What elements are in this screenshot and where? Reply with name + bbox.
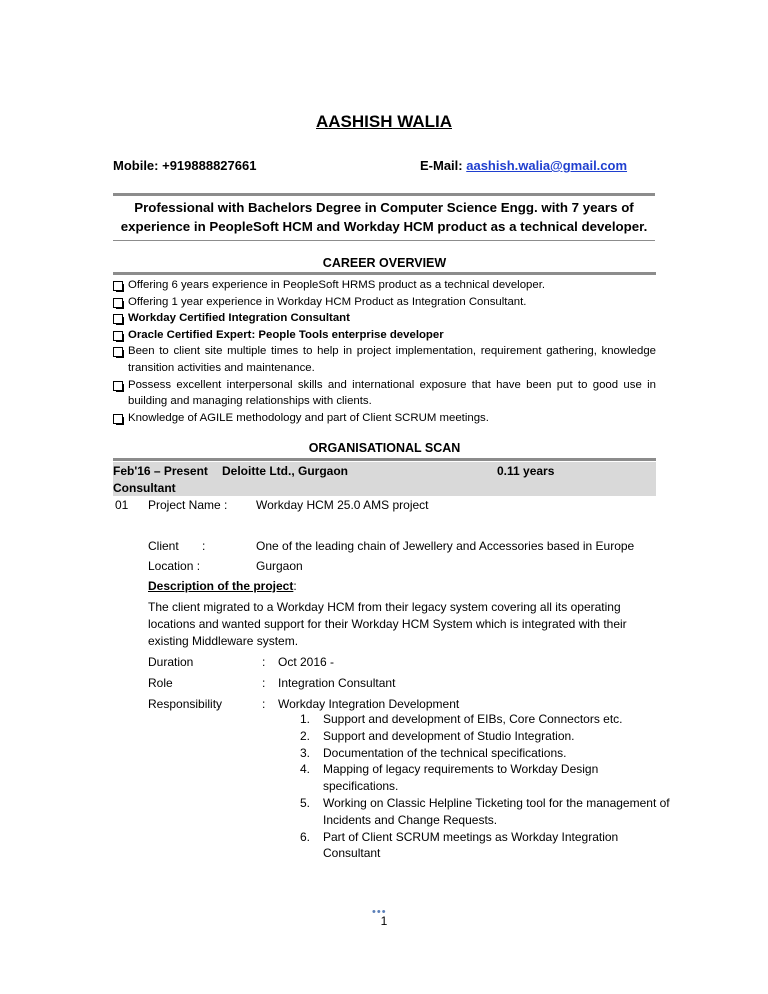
- professional-summary: [113, 193, 655, 241]
- list-item: 2. Support and development of Studio Integration.: [300, 728, 575, 743]
- mobile-number: Mobile: +919888827661: [113, 158, 257, 173]
- email-line: [420, 158, 627, 173]
- list-item: 4. Mapping of legacy requirements to Workday Design specifications.: [300, 762, 599, 794]
- page-number: 1: [380, 914, 388, 928]
- checkbox-bullet-icon: [113, 381, 123, 391]
- list-item: Knowledge of AGILE methodology and part of Client SCRUM meetings.: [113, 410, 656, 427]
- section-divider: [113, 458, 656, 461]
- list-item: Been to client site multiple times to help in project implementation, requirement gathering, knowledge transition activities and maintenance.: [113, 343, 656, 376]
- client-label: Client: [148, 539, 179, 553]
- list-item: Possess excellent interpersonal skills and international exposure that have been put to good use in building and managing relationships with clients.: [113, 377, 656, 410]
- role-value: Integration Consultant: [278, 676, 396, 690]
- email-link[interactable]: aashish.walia@gmail.com: [466, 158, 628, 173]
- career-overview-heading: CAREER OVERVIEW: [322, 256, 447, 270]
- summary-line-1: Professional with Bachelors Degree in Computer Science Engg. with 7 years of: [134, 200, 634, 215]
- company-name: Deloitte Ltd., Gurgaon: [222, 464, 348, 478]
- list-item: Workday Certified Integration Consultant: [113, 310, 656, 327]
- list-item: Offering 1 year experience in Workday HCM Product as Integration Consultant.: [113, 294, 656, 311]
- section-divider: [113, 272, 656, 275]
- location-value: Gurgaon: [256, 559, 303, 573]
- duration-value: Oct 2016 -: [278, 655, 335, 669]
- responsibility-list: [300, 711, 700, 862]
- list-item: 5. Working on Classic Helpline Ticketing tool for the management of Incidents and Change Requests.: [300, 795, 670, 827]
- responsibility-title: Workday Integration Development: [278, 697, 460, 711]
- designation: Consultant: [113, 481, 176, 495]
- employment-period: Feb'16 – Present: [113, 464, 208, 478]
- email-label: E-Mail:: [420, 158, 467, 173]
- duration-colon: :: [262, 655, 266, 669]
- checkbox-bullet-icon: [113, 314, 123, 324]
- responsibility-colon: :: [262, 697, 266, 711]
- footer-dots-icon: •••: [372, 906, 387, 918]
- candidate-name: AASHISH WALIA: [316, 112, 452, 131]
- location-label: Location :: [148, 559, 201, 573]
- duration-label: Duration: [148, 655, 194, 669]
- list-item: Oracle Certified Expert: People Tools enterprise developer: [113, 327, 656, 344]
- list-item: 1. Support and development of EIBs, Core Connectors etc.: [300, 712, 623, 726]
- tenure: 0.11 years: [497, 464, 555, 478]
- project-number: 01: [115, 498, 129, 512]
- summary-line-2: experience in PeopleSoft HCM and Workday HCM product as a technical developer.: [120, 219, 648, 234]
- checkbox-bullet-icon: [113, 331, 123, 341]
- list-item: 6. Part of Client SCRUM meetings as Workday Integration Consultant: [300, 829, 619, 861]
- checkbox-bullet-icon: [113, 298, 123, 308]
- checkbox-bullet-icon: [113, 414, 123, 424]
- checkbox-bullet-icon: [113, 281, 123, 291]
- description-heading: Description of the project:: [148, 579, 297, 593]
- role-colon: :: [262, 676, 266, 690]
- list-item: Offering 6 years experience in PeopleSoft HRMS product as a technical developer.: [113, 277, 656, 294]
- client-value: One of the leading chain of Jewellery and Accessories based in Europe: [256, 539, 635, 553]
- organisational-scan-heading: ORGANISATIONAL SCAN: [308, 441, 461, 455]
- project-description: The client migrated to a Workday HCM from their legacy system covering all its operating locations and wanted support for their Workday HCM System which is integrated with their existing Middleware system.: [148, 600, 627, 648]
- client-colon: :: [202, 539, 206, 553]
- project-name: Workday HCM 25.0 AMS project: [256, 498, 429, 512]
- career-overview-list: [113, 277, 656, 426]
- list-item: 3. Documentation of the technical specifications.: [300, 745, 567, 760]
- role-label: Role: [148, 676, 173, 690]
- responsibility-label: Responsibility: [148, 697, 223, 711]
- checkbox-bullet-icon: [113, 347, 123, 357]
- project-name-label: Project Name :: [148, 498, 228, 512]
